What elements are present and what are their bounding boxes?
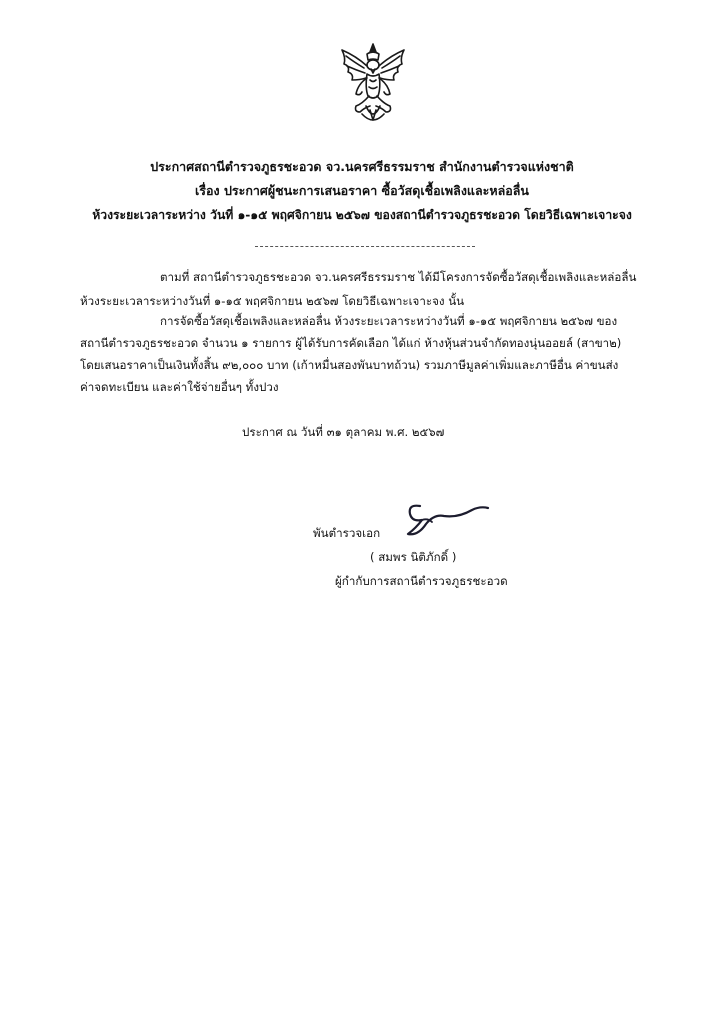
garuda-emblem-icon [334, 40, 412, 126]
body-paragraph-2-line-3: โดยเสนอราคาเป็นเงินทั้งสิ้น ๙๒,๐๐๐ บาท (เก้าหมื่นสองพันบาทถ้วน) รวมภาษีมูลค่าเพิ่มและภาษีอื่น ค่าขนส่ง [80, 358, 619, 372]
announcement-date: ประกาศ ณ วันที่ ๓๑ ตุลาคม พ.ศ. ๒๕๖๗ [242, 425, 445, 439]
handwritten-signature [398, 500, 490, 540]
document-period-heading: ห้วงระยะเวลาระหว่าง วันที่ ๑-๑๕ พฤศจิกายน ๒๕๖๗ ของสถานีตำรวจภูธรชะอวด โดยวิธีเฉพาะเจาะจง [92, 208, 632, 222]
body-paragraph-1-line-2: ห้วงระยะเวลาระหว่างวันที่ ๑-๑๕ พฤศจิกายน ๒๕๖๗ โดยวิธีเฉพาะเจาะจง นั้น [80, 294, 465, 308]
body-paragraph-2-line-2: สถานีตำรวจภูธรชะอวด จำนวน ๑ รายการ ผู้ได้รับการคัดเลือก ได้แก่ ห้างหุ้นส่วนจำกัดทองนุ่นออยล์ (สาขา๒) [80, 336, 622, 350]
heading-divider [255, 246, 475, 247]
document-authority-heading: ประกาศสถานีตำรวจภูธรชะอวด จว.นครศรีธรรมราช สำนักงานตำรวจแห่งชาติ [150, 159, 574, 174]
signer-position: ผู้กำกับการสถานีตำรวจภูธรชะอวด [335, 574, 508, 588]
signer-name: ( สมพร นิติภักดิ์ ) [370, 550, 457, 564]
body-paragraph-2-line-1: การจัดซื้อวัสดุเชื้อเพลิงและหล่อลื่น ห้วงระยะเวลาระหว่างวันที่ ๑-๑๕ พฤศจิกายน ๒๕๖๗ ของ [160, 314, 618, 328]
body-paragraph-2-line-4: ค่าจดทะเบียน และค่าใช้จ่ายอื่นๆ ทั้งปวง [80, 380, 279, 394]
signer-rank: พันตำรวจเอก [313, 526, 381, 540]
document-subject-heading: เรื่อง ประกาศผู้ชนะการเสนอราคา ซื้อวัสดุเชื้อเพลิงและหล่อลื่น [195, 183, 529, 198]
body-paragraph-1-line-1: ตามที่ สถานีตำรวจภูธรชะอวด จว.นครศรีธรรมราช ได้มีโครงการจัดซื้อวัสดุเชื้อเพลิงและหล่อลื่น [160, 270, 637, 284]
